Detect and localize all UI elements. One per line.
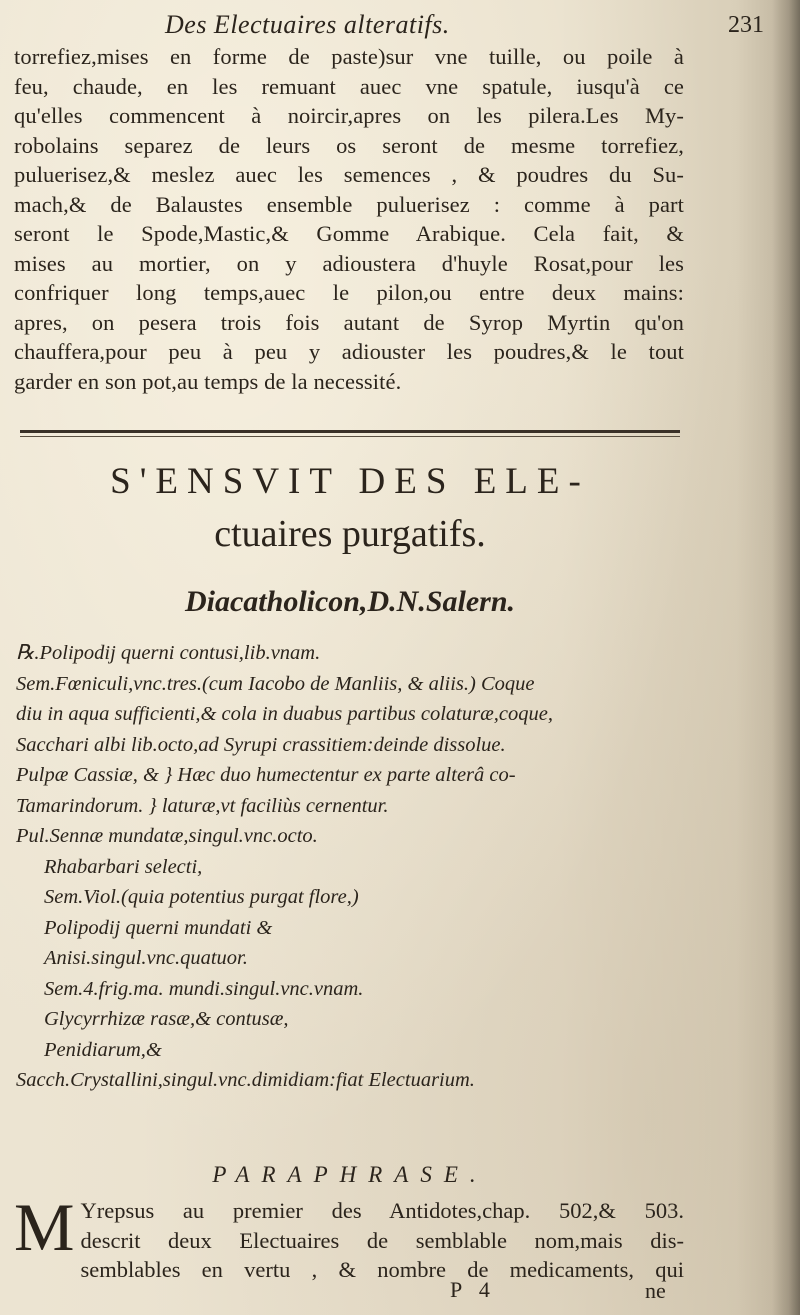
paraphrase-heading: PARAPHRASE. (212, 1162, 488, 1187)
text-line: feu, chaude, en les remuant auec vne spatule, iusqu'à ce (14, 73, 684, 99)
recipe-line: Sem.4.frig.ma. mundi.singul.vnc.vnam. (44, 977, 364, 1000)
recipe-line: Sem.Viol.(quia potentius purgat flore,) (44, 886, 359, 908)
catchword: ne (645, 1278, 666, 1303)
text-line: apres, on pesera trois fois autant de Syrop Myrtin qu'on (14, 309, 684, 335)
recipe-title: Diacatholicon,D.N.Salern. (184, 585, 516, 618)
recipe-line: Glycyrrhizæ rasæ,& contusæ, (44, 1008, 289, 1030)
text-line: mach,& de Balaustes ensemble puluerisez : comme à part (14, 191, 684, 217)
recipe-line: Sacchari albi lib.octo,ad Syrupi crassitiem:deinde dissolue. (16, 733, 506, 756)
section-divider-thin (20, 436, 680, 437)
text-line: torrefiez,mises en forme de paste)sur vne tuille, ou poile à (14, 44, 684, 69)
text-line: qu'elles commencent à noircir,apres on les pilera.Les My- (14, 103, 684, 128)
recipe-line: Pul.Sennæ mundatæ,singul.vnc.octo. (16, 825, 318, 847)
text-line: chauffera,pour peu à peu y adiouster les poudres,& le tout (14, 339, 684, 364)
final-paragraph (14, 1189, 684, 1285)
text-line: puluerisez,& meslez auec les semences , & poudres du Su- (14, 162, 684, 187)
recipe-line: Tamarindorum. } laturæ,vt faciliùs cernentur. (16, 794, 389, 817)
text-line: mises au mortier, on y adioustera d'huyle Rosat,pour les (14, 250, 684, 276)
drop-cap: M (14, 1189, 75, 1265)
running-title: Des Electuaires alteratifs. (165, 10, 450, 39)
recipe-block (16, 638, 688, 1096)
text-line: seront le Spode,Mastic,& Gomme Arabique. Cela fait, & (14, 221, 684, 246)
recipe-line: Sem.Fœniculi,vnc.tres.(cum Iacobo de Manliis, & aliis.) Coque (16, 672, 535, 695)
text-line: garder en son pot,au temps de la necessité. (14, 368, 402, 394)
section-title: S'ENSVIT DES ELE- (110, 461, 590, 502)
recipe-line: Sacch.Crystallini,singul.vnc.dimidiam:fiat Electuarium. (16, 1069, 475, 1091)
page-number: 231 (728, 12, 764, 38)
text-line: semblables en vertu , & nombre de medicaments, qui (80, 1257, 684, 1282)
text-line: descrit deux Electuaires de semblable nom,mais dis- (80, 1227, 684, 1253)
recipe-line: Pulpæ Cassiæ, & } Hæc duo humectentur ex parte alterâ co- (16, 764, 516, 786)
recipe-line: Penidiarum,& (44, 1038, 162, 1061)
recipe-line: Rhabarbari selecti, (44, 855, 203, 878)
body-paragraph (14, 42, 684, 396)
signature-mark: P 4 (450, 1277, 496, 1302)
page-header (0, 10, 800, 40)
section-subtitle: ctuaires purgatifs. (214, 513, 486, 555)
text-line: confriquer long temps,auec le pilon,ou entre deux mains: (14, 280, 684, 305)
recipe-line: Anisi.singul.vnc.quatuor. (44, 947, 248, 969)
text-line: robolains separez de leurs os seront de mesme torrefiez, (14, 132, 684, 158)
recipe-line: ℞.Polipodij querni contusi,lib.vnam. (16, 642, 321, 664)
recipe-line: Polipodij querni mundati & (44, 916, 273, 939)
section-divider (20, 430, 680, 433)
recipe-line: diu in aqua sufficienti,& cola in duabus partibus colaturæ,coque, (16, 703, 553, 725)
page-gutter-shadow (772, 0, 800, 1315)
text-line: Yrepsus au premier des Antidotes,chap. 502,& 503. (80, 1198, 684, 1223)
